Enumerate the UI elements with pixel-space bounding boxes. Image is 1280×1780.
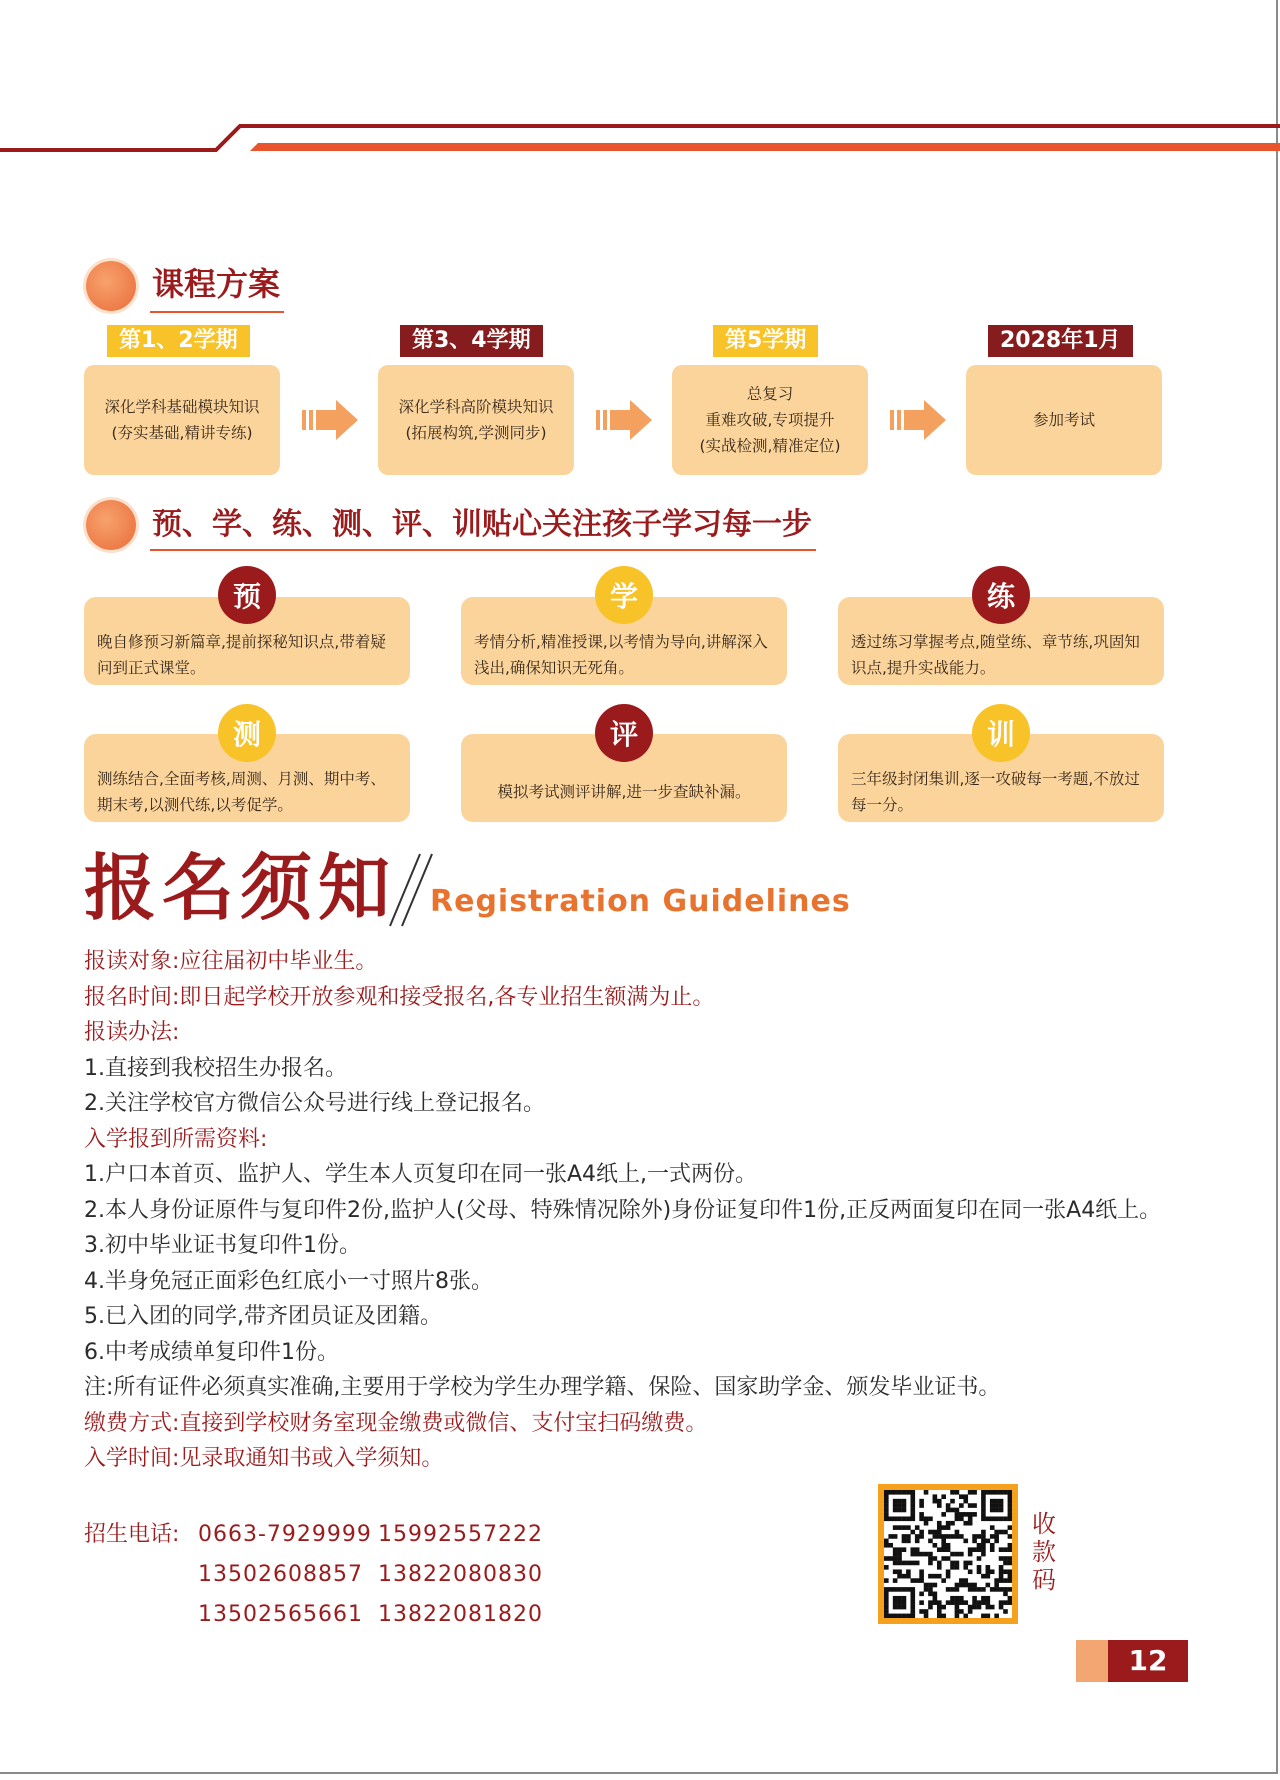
- stage-3-line-1: 总复习: [746, 385, 794, 403]
- material-item: 6.中考成绩单复印件1份。: [84, 1339, 339, 1365]
- stage-box-1: [84, 365, 280, 475]
- qr-code-icon: [884, 1490, 1012, 1618]
- target-text: 报读对象:应往届初中毕业生。: [84, 949, 378, 974]
- phone-number: 15992557222: [378, 1522, 543, 1547]
- method-item: 2.关注学校官方微信公众号进行线上登记报名。: [84, 1091, 545, 1116]
- stage-label-4: 2028年1月: [988, 325, 1133, 357]
- phone-list: [84, 1515, 558, 1635]
- features-heading: [86, 499, 816, 551]
- arrow-right-icon: [302, 400, 358, 440]
- material-item: 2.本人身份证原件与复印件2份,监护人(父母、特殊情况除外)身份证复印件1份,正反两面复印在同一张A4纸上。: [84, 1197, 1162, 1223]
- registration-info: [84, 944, 1164, 1477]
- orange-dot-icon: [86, 500, 136, 550]
- registration-title-en: Registration Guidelines: [430, 884, 851, 919]
- payment-text: 缴费方式:直接到学校财务室现金缴费或微信、支付宝扫码缴费。: [84, 1410, 708, 1436]
- header-decoration: [0, 118, 1280, 158]
- feature-badge-learn: 学: [595, 566, 653, 624]
- feature-badge-practice: 练: [972, 566, 1030, 624]
- phone-number: 13502565661: [198, 1602, 363, 1627]
- phone-number: 13502608857: [198, 1562, 363, 1587]
- orange-dot-icon: [86, 261, 136, 311]
- feature-text: 三年级封闭集训,逐一攻破每一考题,不放过每一分。: [851, 770, 1140, 814]
- stage-box-2: [378, 365, 574, 475]
- stage-box-4: [966, 365, 1162, 475]
- feature-text: 透过练习掌握考点,随堂练、章节练,巩固知识点,提升实战能力。: [851, 633, 1140, 677]
- qr-label: 收款码: [1032, 1510, 1056, 1594]
- registration-time-text: 报名时间:即日起学校开放参观和接受报名,各专业招生额满为止。: [84, 984, 715, 1010]
- course-plan-heading: [86, 259, 284, 313]
- feature-badge-train: 训: [972, 704, 1030, 762]
- arrow-right-icon: [596, 400, 652, 440]
- feature-badge-evaluate: 评: [595, 704, 653, 762]
- phone-label-spacer: [84, 1595, 198, 1635]
- materials-label: 入学报到所需资料:: [84, 1126, 268, 1152]
- stage-label-2: 第3、4学期: [400, 325, 543, 357]
- arrow-right-icon: [890, 400, 946, 440]
- stage-2-line-2: (拓展构筑,学测同步): [405, 424, 547, 442]
- phone-number: 13822081820: [378, 1602, 543, 1627]
- stage-3-line-3: (实战检测,精准定位): [699, 437, 841, 455]
- method-item: 1.直接到我校招生办报名。: [84, 1055, 347, 1081]
- enroll-time-text: 入学时间:见录取通知书或入学须知。: [84, 1446, 444, 1471]
- phone-label: 招生电话:: [84, 1522, 180, 1547]
- feature-text: 模拟考试测评讲解,进一步查缺补漏。: [497, 783, 751, 801]
- material-item: 4.半身免冠正面彩色红底小一寸照片8张。: [84, 1268, 493, 1294]
- feature-text: 晚自修预习新篇章,提前探秘知识点,带着疑问到正式课堂。: [97, 633, 386, 677]
- stage-label-1: 第1、2学期: [107, 325, 250, 357]
- course-plan-title: 课程方案: [150, 259, 284, 313]
- page-number: 12: [1108, 1640, 1188, 1682]
- material-item: 5.已入团的同学,带齐团员证及团籍。: [84, 1304, 442, 1329]
- phone-number: 0663-7929999: [198, 1522, 372, 1547]
- material-item: 1.户口本首页、监护人、学生本人页复印在同一张A4纸上,一式两份。: [84, 1162, 758, 1187]
- stage-4-line-1: 参加考试: [1032, 411, 1095, 429]
- feature-badge-preview: 预: [218, 566, 276, 624]
- stage-3-line-2: 重难攻破,专项提升: [705, 411, 835, 429]
- payment-qr-code: [878, 1484, 1018, 1624]
- stage-1-line-2: (夯实基础,精讲专练): [111, 424, 253, 442]
- feature-text: 考情分析,精准授课,以考情为导向,讲解深入浅出,确保知识无死角。: [474, 633, 768, 677]
- note-text: 注:所有证件必须真实准确,主要用于学校为学生办理学籍、保险、国家助学金、颁发毕业证书。: [84, 1375, 1001, 1400]
- feature-text: 测练结合,全面考核,周测、月测、期中考、期末考,以测代练,以考促学。: [97, 770, 386, 814]
- stage-1-line-1: 深化学科基础模块知识: [104, 398, 260, 416]
- material-item: 3.初中毕业证书复印件1份。: [84, 1233, 361, 1258]
- double-slash-decoration: [386, 852, 436, 928]
- stage-box-3: [672, 365, 868, 475]
- feature-badge-test: 测: [218, 704, 276, 762]
- method-label: 报读办法:: [84, 1020, 180, 1045]
- phone-label-spacer: [84, 1555, 198, 1595]
- stage-2-line-1: 深化学科高阶模块知识: [398, 398, 554, 416]
- page-number-accent: [1076, 1640, 1108, 1682]
- stage-label-3: 第5学期: [713, 325, 818, 357]
- phone-number: 13822080830: [378, 1562, 543, 1587]
- registration-title: 报名须知: [84, 846, 397, 930]
- features-title: 预、学、练、测、评、训贴心关注孩子学习每一步: [150, 499, 816, 551]
